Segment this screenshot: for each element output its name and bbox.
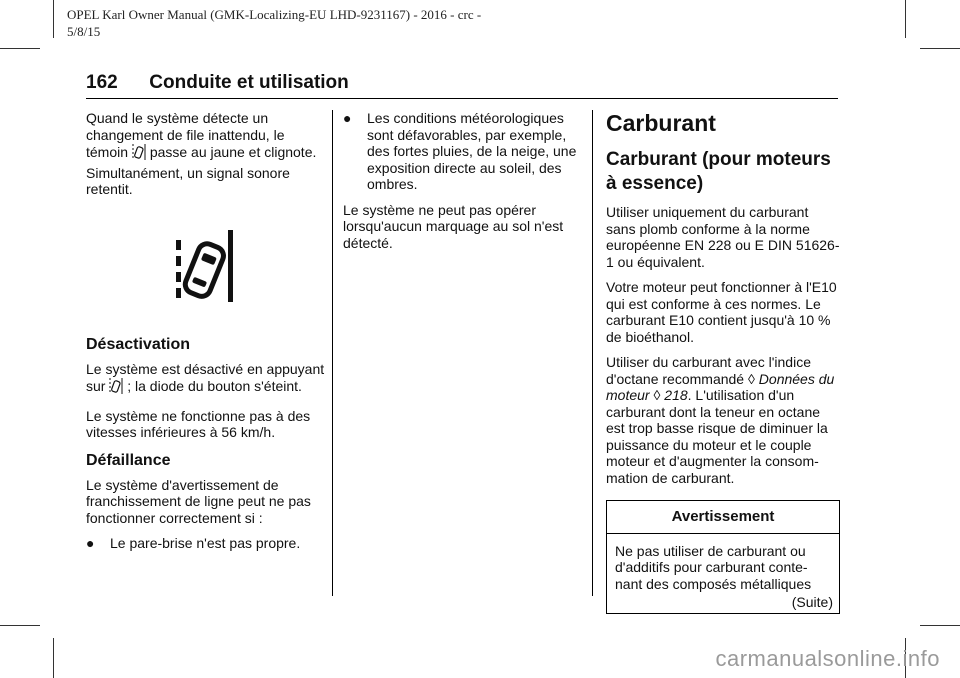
- text: ; la diode du bouton s'éteint.: [127, 378, 302, 394]
- heading-fault: Défaillance: [86, 451, 171, 469]
- meta-line-2: 5/8/15: [67, 24, 101, 39]
- heading-fuel-petrol: Carburant (pour moteurs à essence): [606, 149, 831, 194]
- crop-mark-bottom-left-v: [53, 638, 54, 678]
- paragraph-deactivation: [86, 361, 326, 399]
- document-meta: [67, 6, 547, 40]
- text: Le système est désactivé en appuyant sur: [86, 360, 325, 394]
- list-item: [343, 110, 579, 193]
- column-divider-2: [592, 110, 593, 596]
- lane-departure-button-icon: [109, 377, 123, 399]
- list-item: [86, 535, 326, 552]
- xref-engine-data[interactable]: Données du moteur: [606, 370, 835, 403]
- section-title: Conduite et utilisation: [149, 72, 349, 93]
- xref-arrow-icon: ◊: [747, 370, 755, 387]
- column-2: [343, 110, 579, 260]
- paragraph-fault: Le système d'avertissement de franchissement de ligne peut ne pas fonctionner correctement si :: [86, 476, 311, 526]
- lane-departure-warning-icon: [171, 226, 241, 306]
- heading-deactivation: Désactivation: [86, 335, 191, 353]
- crop-mark-top-right-h: [920, 48, 960, 49]
- paragraph-unleaded: Utiliser uniquement du carburant sans plomb conforme à la norme européenne EN 228 ou E DIN 51626-1 ou équivalent.: [606, 204, 840, 270]
- lane-departure-figure: [86, 207, 326, 325]
- xref-page-number[interactable]: 218: [664, 387, 688, 403]
- warning-continued: (Suite): [791, 594, 833, 610]
- paragraph-no-marking: Le système ne peut pas opérer lorsqu'aucun marquage au sol n'est détecté.: [343, 201, 564, 251]
- page-header: [86, 72, 838, 99]
- paragraph-lane-change: [86, 110, 326, 198]
- column-divider-1: [332, 110, 333, 596]
- crop-mark-top-left-v: [53, 0, 54, 38]
- heading-fuel: Carburant: [606, 110, 716, 136]
- meta-line-1: OPEL Karl Owner Manual (GMK-Localizing-EU LHD-9231167) - 2016 - crc -: [67, 7, 482, 22]
- bullet-icon: ●: [86, 535, 95, 551]
- watermark: carmanualsonline.info: [715, 646, 940, 671]
- page-number: 162: [86, 72, 118, 93]
- column-1: [86, 110, 326, 561]
- text: Quand le système détecte un changement de file inattendu, le témoin: [86, 110, 285, 160]
- paragraph-e10: Votre moteur peut fonctionner à l'E10 qui est conforme à ces normes. Le carburant E10 contient jusqu'à 10 % de bioéthanol.: [606, 279, 837, 345]
- warning-box: [606, 500, 840, 614]
- paragraph-speed-limit: Le système ne fonctionne pas à des vitesses inférieures à 56 km/h.: [86, 407, 311, 440]
- list-item-text: Le pare-brise n'est pas propre.: [110, 535, 301, 551]
- warning-body: Ne pas utiliser de carburant ou d'additifs pour carburant conte-nant des composés métalliques: [615, 542, 812, 592]
- column-3: [606, 110, 840, 614]
- text: . L'utilisation d'un carburant dont la teneur en octane est trop basse risque de diminuer la puissance du moteur et le couple moteur et d'augmenter la consom-mation de carburant.: [606, 387, 828, 486]
- text: Utiliser du carburant avec l'indice d'octane recommandé: [606, 354, 811, 387]
- crop-mark-top-left-h: [0, 48, 40, 49]
- text: passe au jaune et clignote. Simultanément, un signal sonore retentit.: [86, 144, 317, 197]
- list-item-text: Les conditions météorologiques sont défavorables, par exemple, des fortes pluies, de la neige, une exposition directe au soleil, des ombres.: [367, 110, 577, 192]
- paragraph-octane: [606, 354, 840, 486]
- xref-arrow-icon: ◊: [653, 387, 661, 403]
- crop-mark-top-right-v: [905, 0, 906, 38]
- crop-mark-bottom-left-h: [0, 625, 40, 626]
- bullet-icon: ●: [343, 110, 352, 126]
- lane-departure-icon: [132, 143, 146, 165]
- warning-title: Avertissement: [607, 501, 839, 534]
- crop-mark-bottom-right-h: [920, 625, 960, 626]
